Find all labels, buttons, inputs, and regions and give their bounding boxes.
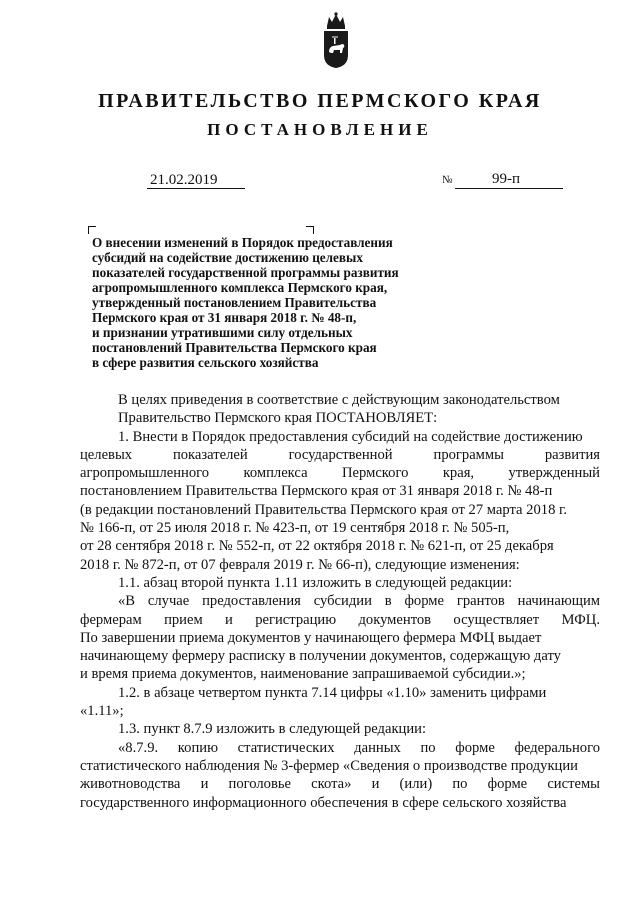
body-line: 1.1. абзац второй пункта 1.11 изложить в следующей редакции: bbox=[118, 574, 513, 591]
body-line: Правительство Пермского края ПОСТАНОВЛЯЕТ: bbox=[118, 410, 438, 427]
subject-line: постановлений Правительства Пермского края bbox=[92, 340, 377, 355]
document-type: ПОСТАНОВЛЕНИЕ bbox=[207, 120, 433, 139]
body-line: «В случае предоставления субсидии в форме грантов начинающим bbox=[118, 593, 600, 610]
coat-of-arms-emblem bbox=[321, 10, 351, 70]
date-underline bbox=[147, 188, 245, 189]
body-line: № 166-п, от 25 июля 2018 г. № 423-п, от 19 сентября 2018 г. № 505-п, bbox=[80, 520, 510, 537]
subject-line: Пермского края от 31 января 2018 г. № 48-п, bbox=[92, 310, 357, 325]
subject-line: О внесении изменений в Порядок предоставления bbox=[92, 235, 393, 250]
subject-line: в сфере развития сельского хозяйства bbox=[92, 355, 319, 370]
body-line: фермерам прием и регистрацию документов осуществляет МФЦ. bbox=[80, 611, 600, 628]
body-line: от 28 сентября 2018 г. № 552-п, от 22 октября 2018 г. № 621-п, от 25 декабря bbox=[80, 538, 554, 555]
body-line: «8.7.9. копию статистических данных по форме федерального bbox=[118, 739, 600, 756]
number-sign: № bbox=[442, 174, 453, 186]
subject-line: агропромышленного комплекса Пермского края, bbox=[92, 280, 388, 295]
body-line: (в редакции постановлений Правительства Пермского края от 27 марта 2018 г. bbox=[80, 501, 568, 518]
document-subject bbox=[92, 235, 452, 370]
document-number: 99-п bbox=[492, 171, 521, 187]
government-title: ПРАВИТЕЛЬСТВО ПЕРМСКОГО КРАЯ bbox=[98, 90, 542, 112]
body-line: 1. Внести в Порядок предоставления субсидий на содействие достижению bbox=[118, 428, 583, 445]
body-line: агропромышленного комплекса Пермского края, утвержденный bbox=[80, 465, 600, 482]
body-line: 1.2. в абзаце четвертом пункта 7.14 цифры «1.10» заменить цифрами bbox=[118, 684, 547, 701]
subject-line: показателей государственной программы развития bbox=[92, 265, 399, 280]
subject-bracket-right bbox=[306, 226, 314, 234]
document-date: 21.02.2019 bbox=[150, 172, 218, 188]
body-line: животноводства и поголовье скота» и (или) по форме системы bbox=[80, 776, 600, 793]
body-line: По завершении приема документов у начинающего фермера МФЦ выдает bbox=[80, 629, 542, 646]
subject-bracket-left bbox=[88, 226, 96, 234]
body-line: постановлением Правительства Пермского края от 31 января 2018 г. № 48-п bbox=[80, 483, 553, 500]
body-line: и время приема документов, наименование запрашиваемой субсидии.»; bbox=[80, 666, 526, 683]
subject-line: утвержденный постановлением Правительства bbox=[92, 295, 377, 310]
subject-line: и признании утратившими силу отдельных bbox=[92, 325, 353, 340]
body-line: начинающему фермеру расписку в получении документов, содержащую дату bbox=[80, 648, 561, 665]
body-line: государственного информационного обеспечения в сфере сельского хозяйства bbox=[80, 794, 567, 811]
body-line: «1.11»; bbox=[80, 703, 124, 720]
body-line: В целях приведения в соответствие с действующим законодательством bbox=[118, 392, 560, 408]
number-underline bbox=[455, 188, 563, 189]
body-line: статистического наблюдения № 3-фермер «Сведения о производстве продукции bbox=[80, 757, 578, 774]
subject-line: субсидий на содействие достижению целевых bbox=[92, 250, 363, 265]
body-line: целевых показателей государственной программы развития bbox=[80, 446, 600, 463]
body-line: 1.3. пункт 8.7.9 изложить в следующей редакции: bbox=[118, 721, 427, 738]
document-body bbox=[80, 391, 600, 812]
body-line: 2018 г. № 872-п, от 07 февраля 2019 г. № 66-п), следующие изменения: bbox=[80, 556, 520, 573]
